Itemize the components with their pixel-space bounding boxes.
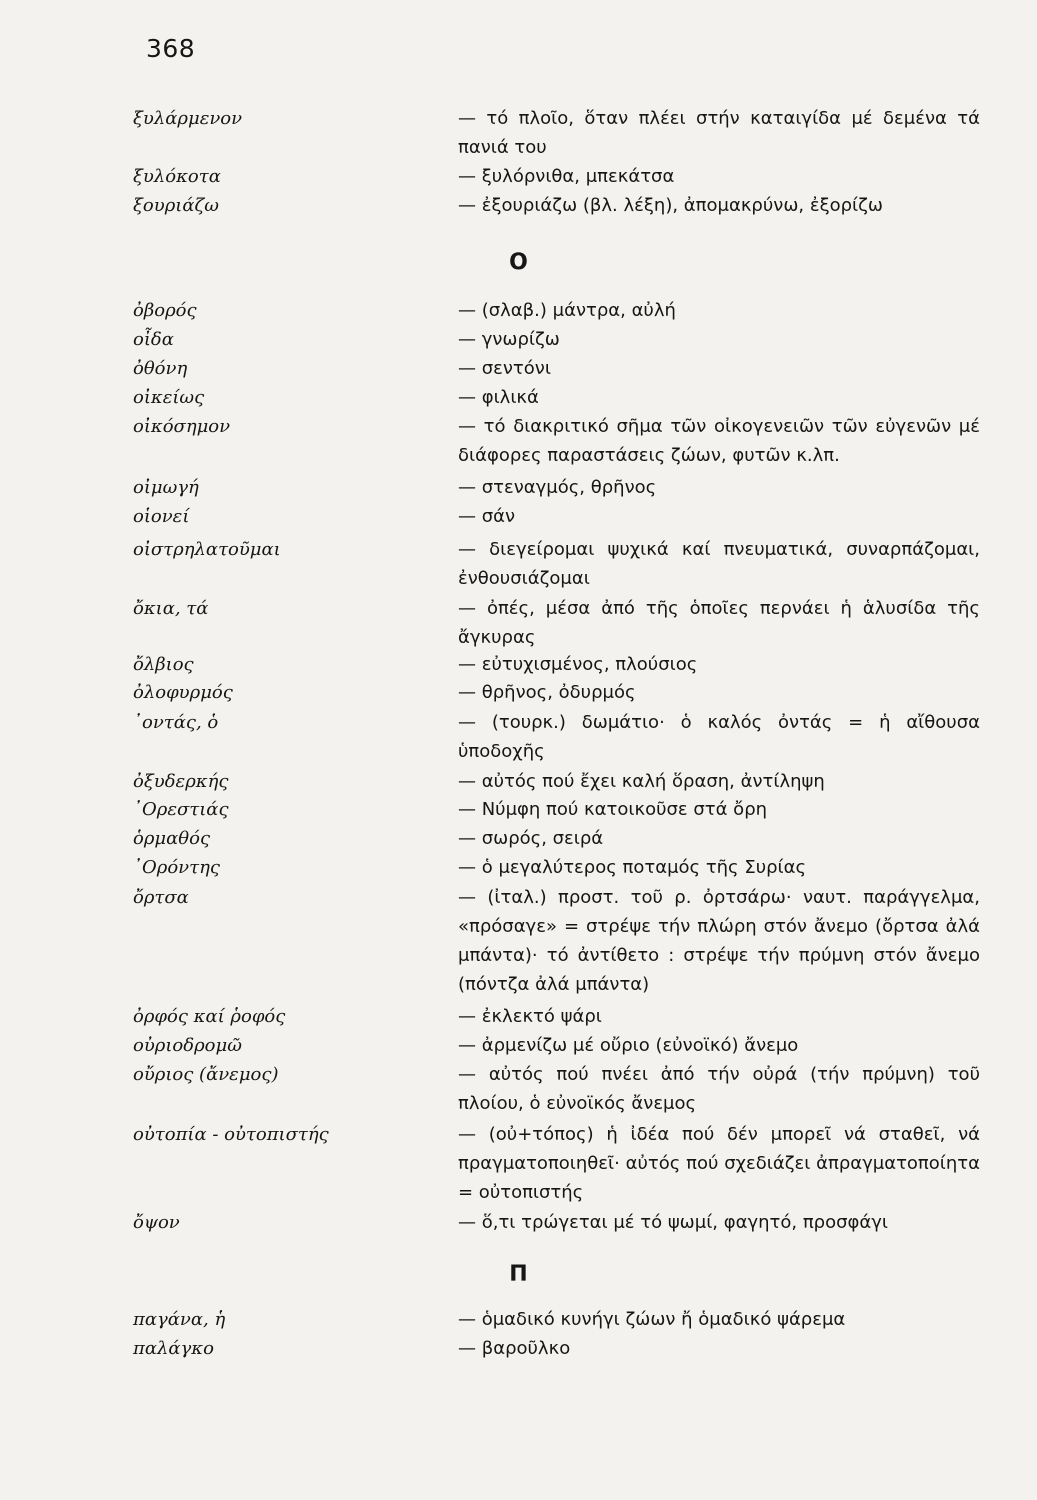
entry-definition: — φιλικά [458,387,539,408]
entry-definition: — βαροῦλκο [458,1338,571,1359]
section-letter: Ο [509,250,528,275]
entry-definition: — σάν [458,506,516,527]
entry-definition: — αὐτός πού πνέει ἀπό τήν οὐρά (τήν πρύμνη) τοῦ πλοίου, ὁ εὐνοϊκός ἄνεμος [458,1064,980,1114]
entry-term: οἰκείως [133,387,205,408]
entry-definition: — ἐκλεκτό ψάρι [458,1006,602,1027]
entry-term: οἰμωγή [133,477,199,498]
entry-term: ξυλόκοτα [133,166,221,187]
entry-definition: — ἐξουριάζω (βλ. λέξη), ἀπομακρύνω, ἐξορίζω [458,195,883,216]
entry-definition: — (ἰταλ.) προστ. τοῦ ρ. ὀρτσάρω· ναυτ. παράγγελμα, «πρόσαγε» = στρέψε τήν πλώρη στόν ἄνεμο (ὄρτσα ἀλά μπάντα)· τό ἀντίθετο : στρέψε τήν πρύμνη στόν ἄνεμο (πόντζα ἀλά μπάντα) [458,887,980,995]
entry-term: ξυλάρμενον [133,108,243,129]
entry-definition: — γνωρίζω [458,329,560,350]
entry-term: οἱονεί [133,506,190,527]
entry-term: οὔριος (ἄνεμος) [133,1064,279,1085]
entry-term: οὐριοδρομῶ [133,1035,242,1056]
entry-term: ὀξυδερκής [133,771,229,792]
entry-term: ὄλβιος [133,654,194,675]
entry-definition: — ἀρμενίζω μέ οὔριο (εὐνοϊκό) ἄνεμο [458,1035,799,1056]
entry-definition: — τό διακριτικό σῆμα τῶν οἰκογενειῶν τῶν εὐγενῶν μέ διάφορες παραστάσεις ζώων, φυτῶν κ.λπ. [458,416,980,466]
entry-definition: — στεναγμός, θρῆνος [458,477,657,498]
entry-definition: — Νύμφη πού κατοικοῦσε στά ὄρη [458,799,768,820]
entry-definition: — ὀπές, μέσα ἀπό τῆς ὁποῖες περνάει ἡ ἁλυσίδα τῆς ἄγκυρας [458,598,980,648]
page-number: 368 [146,34,196,63]
entry-definition: — ξυλόρνιθα, μπεκάτσα [458,166,675,187]
entry-definition: — (σλαβ.) μάντρα, αὐλή [458,300,676,321]
entry-definition: — ὁ μεγαλύτερος ποταμός τῆς Συρίας [458,857,807,878]
entry-definition: — σεντόνι [458,358,551,379]
entry-definition: — (τουρκ.) δωμάτιο· ὁ καλός ὀντάς = ἡ αἴθουσα ὑποδοχῆς [458,712,980,762]
entry-definition: — θρῆνος, ὀδυρμός [458,682,636,703]
entry-term: ὄψον [133,1212,180,1233]
entry-term: οὐτοπία - οὐτοπιστής [133,1124,329,1145]
section-letter: Π [509,1262,528,1287]
entry-term: ὁρμαθός [133,828,211,849]
entry-term: οἰστρηλατοῦμαι [133,539,281,560]
entry-definition: — αὐτός πού ἔχει καλή ὅραση, ἀντίληψη [458,771,825,792]
entry-term: ξουριάζω [133,195,219,216]
entry-definition: — ὁμαδικό κυνήγι ζώων ἤ ὁμαδικό ψάρεμα [458,1309,846,1330]
entry-term: οἰκόσημον [133,416,231,437]
entry-term: ὄρτσα [133,887,189,908]
entry-definition: — (οὐ+τόπος) ἡ ἰδέα πού δέν μπορεῖ νά σταθεῖ, νά πραγματοποιηθεῖ· αὐτός πού σχεδιάζει ἀπραγματοποίητα = οὐτοπιστής [458,1124,980,1203]
entry-definition: — εὐτυχισμένος, πλούσιος [458,654,698,675]
entry-term: παγάνα, ἡ [133,1309,226,1330]
entry-term: ὀρφός καί ῥοφός [133,1006,286,1027]
entry-term: ᾿Ορεστιάς [133,799,229,820]
entry-term: ᾿Ορόντης [133,857,220,878]
entry-term: ὄκια, τά [133,598,209,619]
entry-term: ὀβορός [133,300,197,321]
entry-definition: — διεγείρομαι ψυχικά καί πνευματικά, συναρπάζομαι, ἐνθουσιάζομαι [458,539,980,589]
entry-term: ὀθόνη [133,358,188,379]
entry-definition: — τό πλοῖο, ὅταν πλέει στήν καταιγίδα μέ δεμένα τά πανιά του [458,108,980,158]
entry-definition: — ὅ,τι τρώγεται μέ τό ψωμί, φαγητό, προσφάγι [458,1212,889,1233]
entry-term: οἶδα [133,329,174,350]
entry-term: ᾿οντάς, ὁ [133,712,219,733]
entry-term: ὀλοφυρμός [133,682,233,703]
entry-definition: — σωρός, σειρά [458,828,604,849]
entry-term: παλάγκο [133,1338,214,1359]
